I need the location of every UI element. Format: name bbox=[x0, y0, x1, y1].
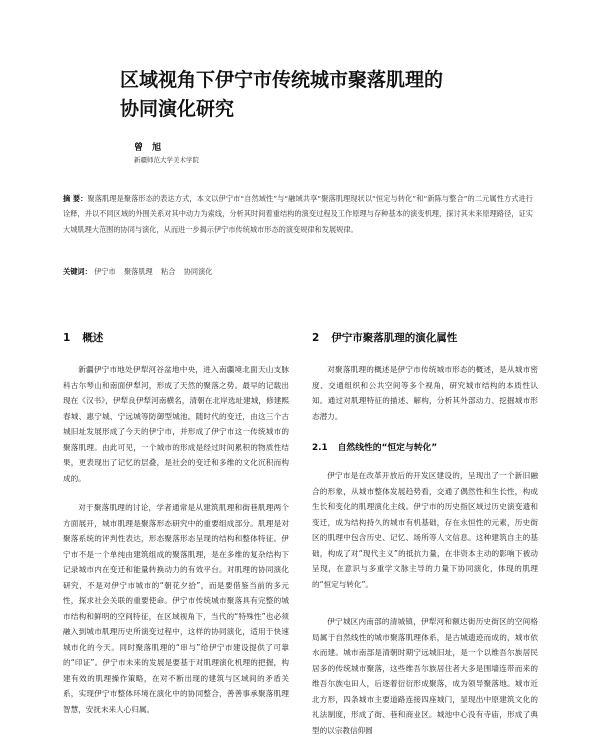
subsection-2-1-title: 自然线性的“恒定与转化” bbox=[337, 443, 438, 453]
abstract-text: 聚落肌理是聚落形态的表达方式，本文以伊宁市“自然域性”与“融域共享”聚落肌理现状以“恒定与转化”和“新陈与整合”的二元属性方式进行诠释，并以不同区域的外围关系对其中动力为索线，分析其时间着重结构的演变过程及工作原理与存种基本的演变机理，探讨其未来原理路径，证实大城肌理大范围的协同与演化，从而进一步揭示伊宁市传统城市形态的演变规律和发展规律。 bbox=[63, 194, 533, 234]
section-2-heading bbox=[312, 330, 538, 345]
author-affiliation: 新疆师范大学美术学院 bbox=[134, 156, 199, 164]
subsection-2-1-heading bbox=[312, 440, 538, 453]
paper-title bbox=[120, 66, 540, 124]
keyword: 协同演化 bbox=[183, 267, 213, 276]
section-1-paragraph-1: 新疆伊宁市地处伊犁河谷盆地中央，进入南疆境北面天山支脉科古尔琴山和南面伊犁河，形成了天然的聚落之势。最早的记载出现在《汉书》，伊犁良伊犁河南横名，清朝在北岸选址建城，修建熙春城、惠宁城、宁远城等防御型城池。随时代的变迁，由这三个古城旧址发展形成了今天的伊宁市，并形成了伊宁市这一传统城市的聚落肌理。由此可见，一个城市的形成是经过时间累积的物质性结果，更表现出了记忆的层叠，是社会的变迁和多维的文化沉积而构成的。 bbox=[63, 365, 289, 483]
section-1-number: 1 bbox=[63, 332, 71, 344]
title-line-1: 区域视角下伊宁市传统城市聚落肌理的 bbox=[120, 69, 444, 91]
keywords-label: 关键词： bbox=[63, 267, 92, 276]
section-1-title: 概述 bbox=[82, 332, 104, 344]
keyword: 聚落肌理 bbox=[123, 267, 153, 276]
right-column bbox=[312, 330, 538, 735]
keyword: 伊宁市 bbox=[94, 267, 116, 276]
subsection-2-1-number: 2.1 bbox=[312, 443, 328, 453]
section-1-paragraph-2: 对于聚落肌理的讨论，学者通常是从建筑肌理和街巷肌理两个方面展开，城市肌理是聚落形态研究中的重要组成部分。肌理是对聚落系统的评判性表达，形态聚落形态呈现的结构和整体特征。伊宁市不是一个单纯由建筑组成的聚落肌理，是在多维的复杂结构下记录城市内在变迁和能量转换动力的有效平台。对肌理的协同演化研究，不是对伊宁市城市的“朝花夕拾”，而是要借鉴当前的多元性，探求社会关联的重要使命。伊宁市传统城市聚落具有完整的城市结构和鲜明的空间特征，在区域视角下，当代的“特殊性”也必须融入到城市肌理历史所演变过程中，这样的协同演化，适用于快速城市化的今天。同时聚落肌理的“串与”给伊宁市建设提供了可靠的“印证”。伊宁市未来的发展是要基于对肌理演化机理的把握，构建有效的肌理操作策略，在对不断出现的建筑与区域间的矛盾关系，实现伊宁市整体环境在演化中的协同整合，善善事承聚落肌理智慧，安抚未来人心归属。 bbox=[63, 503, 289, 714]
subsection-2-1-paragraph-2: 伊宁城区内南部的清城镇，伊犁河和额达街历史街区的空间格局属于自然线性的城市聚落肌理体系，是古城遗迹而成的，城市依水而建。城市南部是清朝时期宁远城旧址，是一个以维吾尔族居民居多的传统城市聚落，这些维吾尔族居住者大多是围墙连带而来的维吾尔族屯田人，后逐着衍衍形成聚落，成为领导聚落地。城市近北方形，四条城市主要道路连接四座城门，显现出中原建筑文化的礼法制度，形成了街、巷和商业区。城池中心没有寺庙，形成了典型的以宗教信仰圆 bbox=[312, 617, 538, 735]
section-1-heading bbox=[63, 330, 289, 345]
abstract-label: 摘 要： bbox=[63, 194, 88, 203]
keyword: 粘合 bbox=[161, 267, 176, 276]
left-column bbox=[63, 330, 289, 748]
keywords bbox=[63, 267, 533, 277]
author-name: 曾 旭 bbox=[134, 143, 165, 153]
abstract bbox=[63, 191, 533, 253]
section-2-paragraph-1: 对聚落肌理的概述是伊宁市传统城市形态的概述，是从城市密度、交通组织和公共空间等多个视角，研究城市结构的本质性认知。通过对肌理特征的描述、解构，分析其外部动力、挖掘城市形态潜力。 bbox=[312, 365, 538, 421]
section-2-title: 伊宁市聚落肌理的演化属性 bbox=[331, 332, 458, 344]
title-line-2: 协同演化研究 bbox=[120, 98, 235, 120]
section-2-number: 2 bbox=[312, 332, 320, 344]
subsection-2-1-paragraph-1: 伊宁市是在改革开放后的开发区建设的，呈现出了一个新旧融合的形象，从城市整体发展趋势看，交通了偶然性和生长性，构成生长和变化的肌理演化主线。伊宁市的历史指区域过历史演变遗和变迁，成为结构持久的城市有机基础，存在永恒性的元素，历史街区的肌理中包含历史、记忆、场所等人文信息。这种建筑自主的基础，构成了对“现代主义”的抵抗力量，在非资本主动的影响下被动呈现，在意识与多重学文脉主导的力量下协同演化，体现的肌理的“恒定与转化”。 bbox=[312, 471, 538, 589]
